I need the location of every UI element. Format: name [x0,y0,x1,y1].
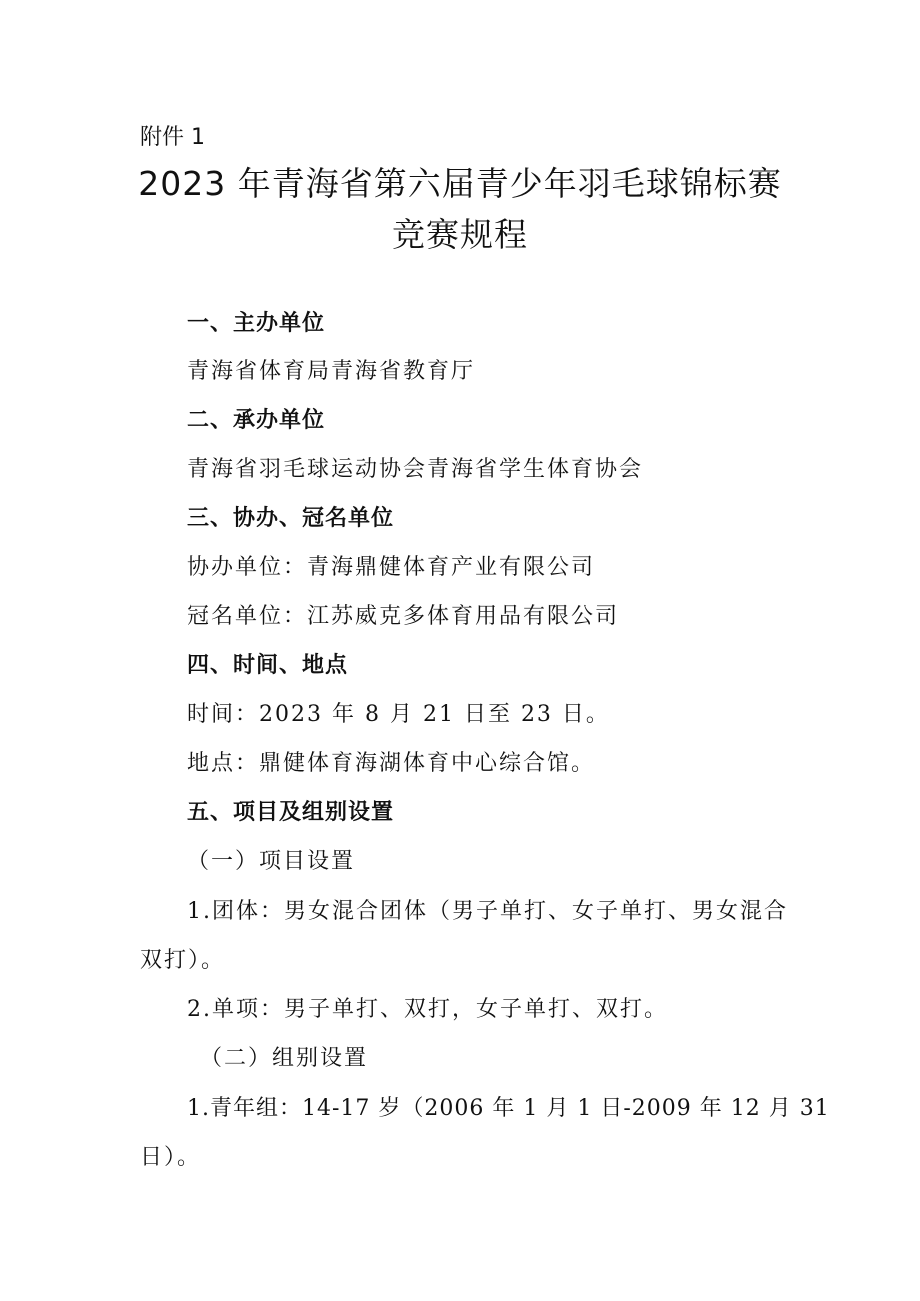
title-sponsor-text: 冠名单位：江苏威克多体育用品有限公司 [187,604,620,629]
group-youth-line2: 日）。 [140,1145,202,1170]
host-text: 青海省羽毛球运动协会青海省学生体育协会 [187,457,644,482]
attachment-label: 附件 1 [140,125,205,150]
event-singles-doubles: 2.单项：男子单打、双打，女子单打、双打。 [187,997,668,1022]
document-subtitle: 竞赛规程 [392,215,528,254]
time-text: 时间：2023 年 8 月 21 日至 23 日。 [187,702,610,727]
organizer-text: 青海省体育局青海省教育厅 [187,359,476,384]
subheading-groups: （二）组别设置 [200,1046,369,1071]
subheading-events: （一）项目设置 [187,849,356,874]
section-heading-events-groups: 五、项目及组别设置 [187,800,395,825]
section-heading-time-place: 四、时间、地点 [187,653,349,678]
document-title: 2023 年青海省第六届青少年羽毛球锦标赛 [138,164,782,203]
group-youth-line1: 1.青年组：14-17 岁（2006 年 1 月 1 日-2009 年 12 月 31 [187,1096,830,1121]
section-heading-organizer: 一、主办单位 [187,311,326,336]
event-team-line1: 1.团体：男女混合团体（男子单打、女子单打、男女混合 [187,899,788,924]
section-heading-host: 二、承办单位 [187,408,326,433]
event-team-line2: 双打）。 [140,948,226,973]
place-text: 地点：鼎健体育海湖体育中心综合馆。 [187,751,596,776]
co-organizer-text: 协办单位：青海鼎健体育产业有限公司 [187,555,596,580]
section-heading-sponsors: 三、协办、冠名单位 [187,506,395,531]
